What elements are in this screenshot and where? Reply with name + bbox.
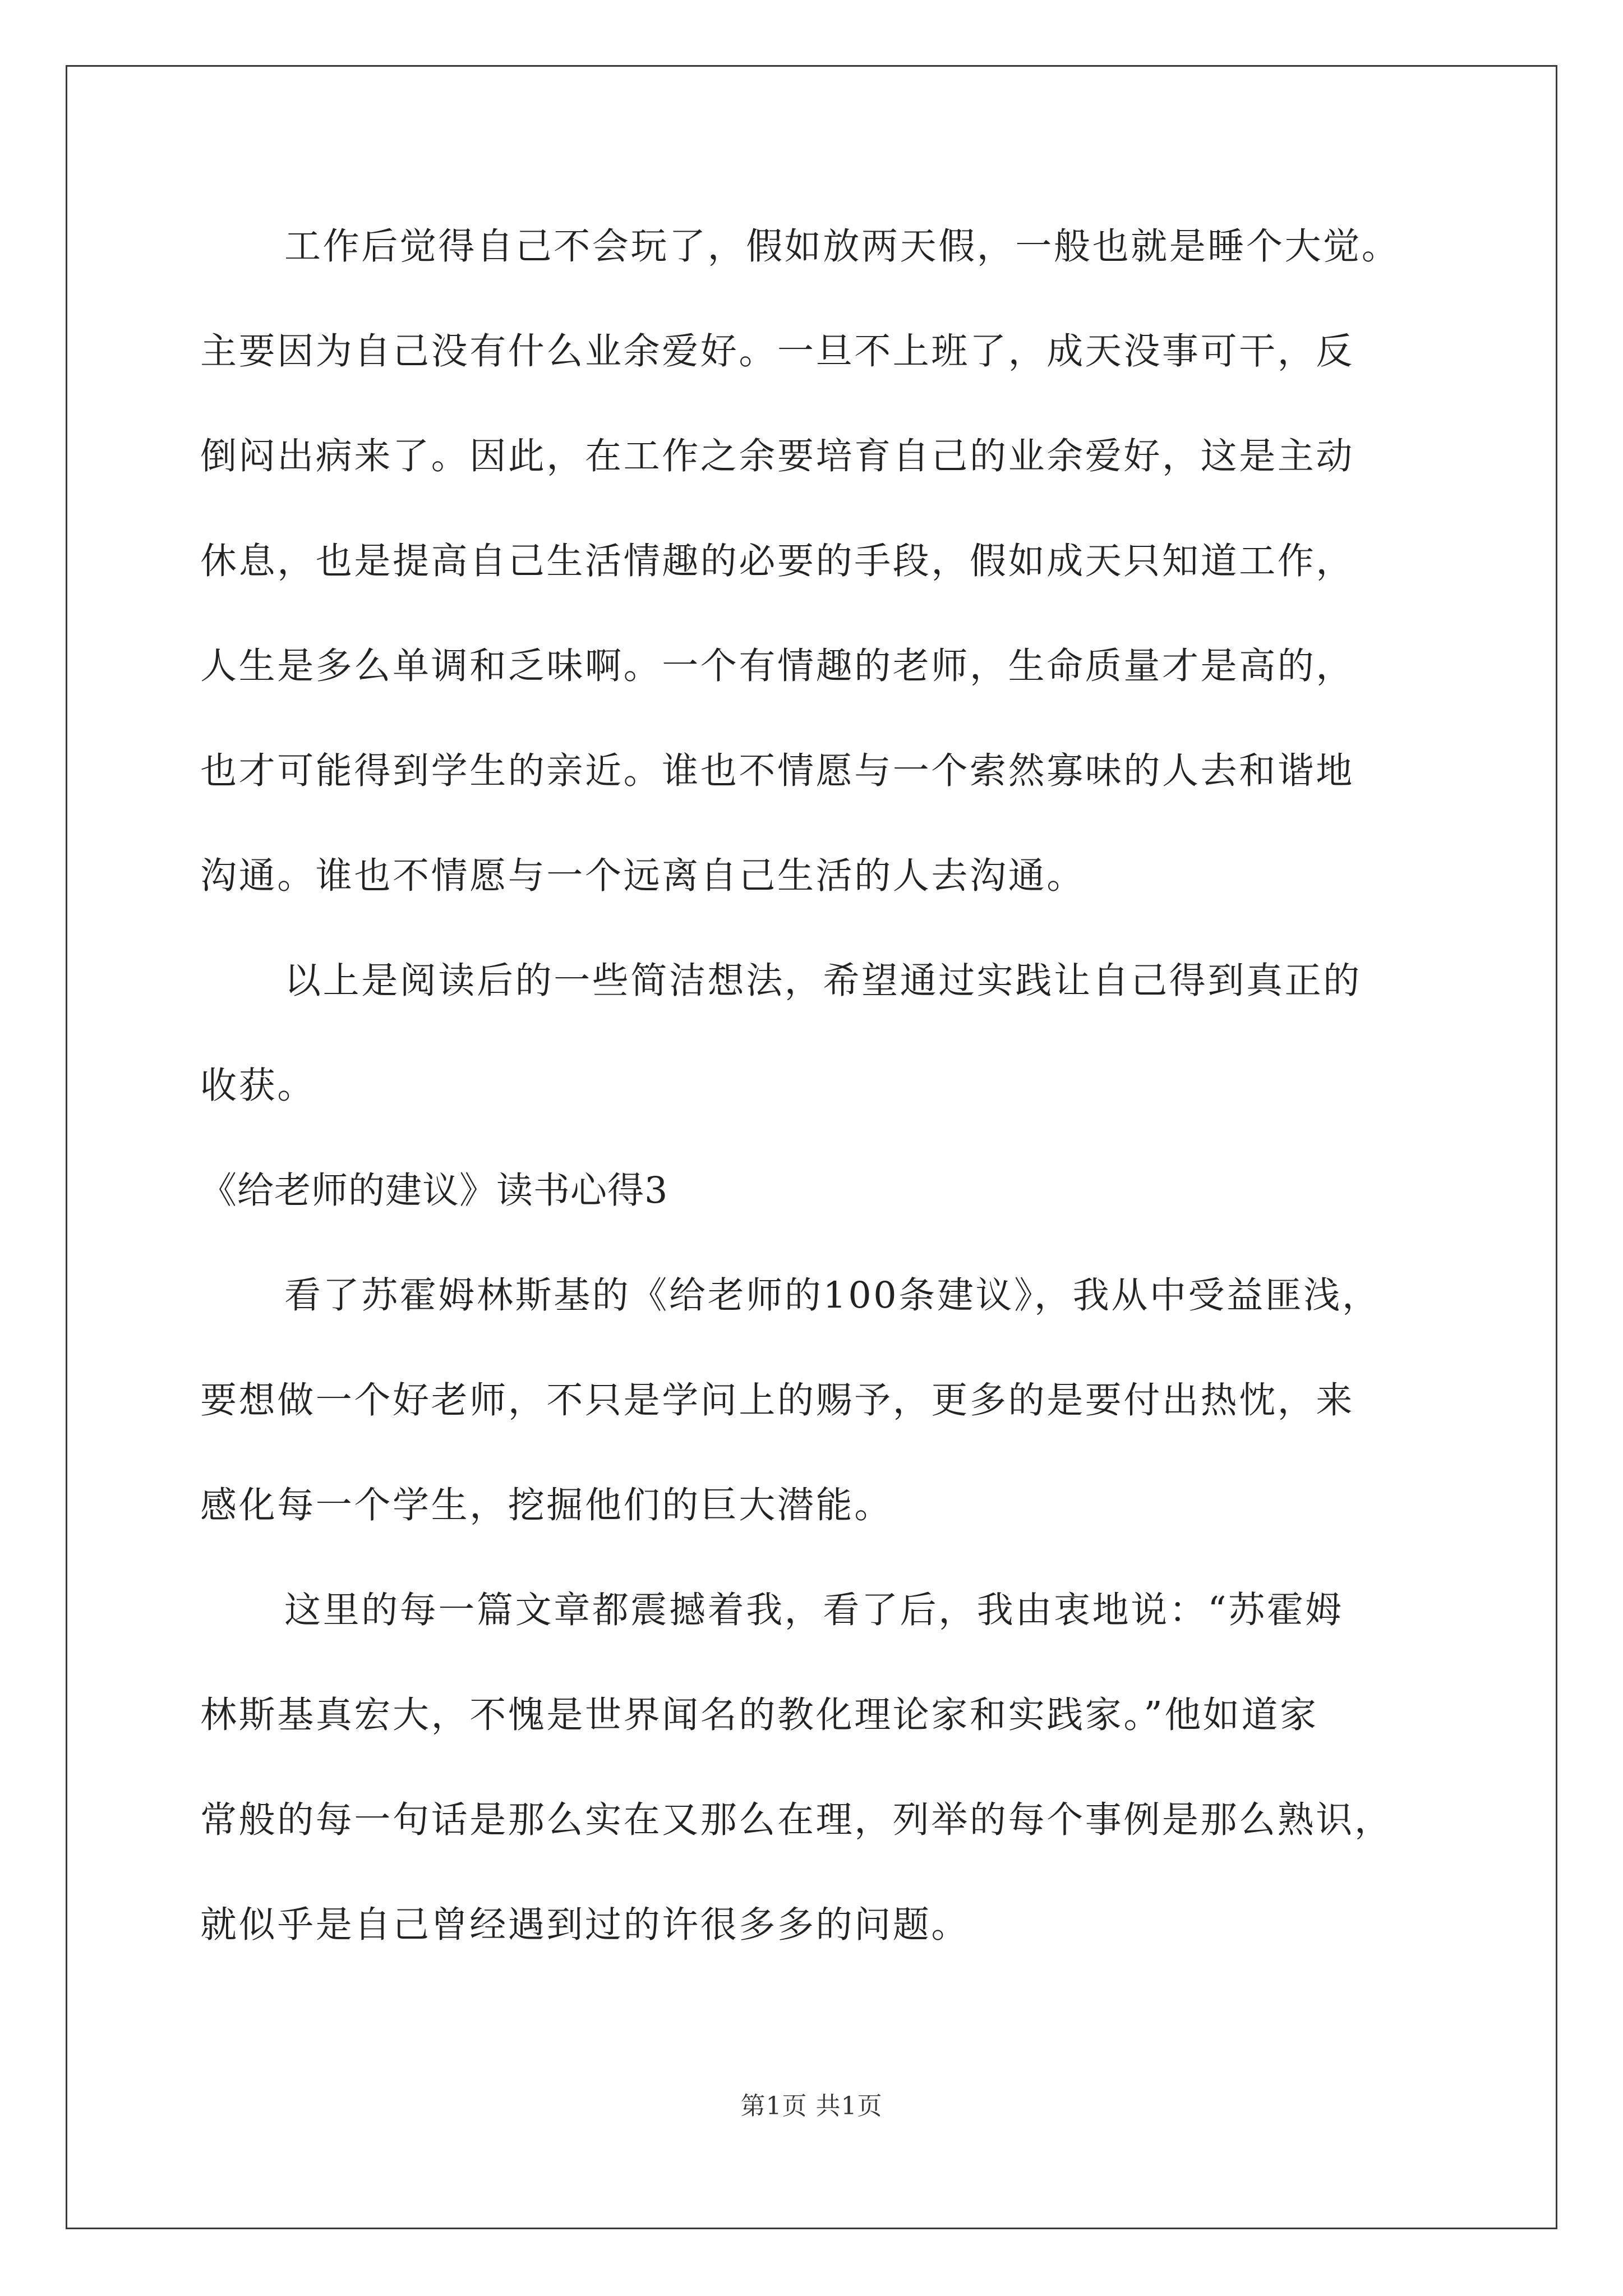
paragraph-line: 休息，也是提高自己生活情趣的必要的手段，假如成天只知道工作， [200, 540, 1355, 582]
paragraph-line: 倒闷出病来了。因此，在工作之余要培育自己的业余爱好，这是主动 [200, 435, 1355, 477]
page-number-footer: 第1页 共1页 [740, 2092, 883, 2120]
paragraph-line: 这里的每一篇文章都震撼着我，看了后，我由衷地说：“苏霍姆 [284, 1589, 1344, 1631]
paragraph-line: 要想做一个好老师，不只是学问上的赐予，更多的是要付出热忱，来 [200, 1379, 1355, 1421]
document-body [200, 213, 1423, 1996]
paragraph-line: 就似乎是自己曾经遇到过的许很多多的问题。 [200, 1904, 970, 1946]
paragraph-line: 收获。 [200, 1065, 316, 1107]
paragraph-line: 看了苏霍姆林斯基的《给老师的100条建议》，我从中受益匪浅， [284, 1274, 1381, 1317]
paragraph-line: 常般的每一句话是那么实在又那么在理，列举的每个事例是那么熟识， [200, 1799, 1393, 1841]
paragraph-line: 以上是阅读后的一些简洁想法，希望通过实践让自己得到真正的 [284, 960, 1362, 1002]
paragraph-line: 工作后觉得自己不会玩了，假如放两天假，一般也就是睡个大觉。 [284, 226, 1400, 268]
section-title: 《给老师的建议》读书心得3 [200, 1170, 668, 1212]
paragraph-line: 沟通。谁也不情愿与一个远离自己生活的人去沟通。 [200, 855, 1085, 897]
paragraph-line: 林斯基真宏大，不愧是世界闻名的教化理论家和实践家。”他如道家 [200, 1694, 1318, 1736]
paragraph-line: 感化每一个学生，挖掘他们的巨大潜能。 [200, 1484, 893, 1526]
paragraph-line: 人生是多么单调和乏味啊。一个有情趣的老师，生命质量才是高的， [200, 645, 1355, 687]
paragraph-line: 主要因为自己没有什么业余爱好。一旦不上班了，成天没事可干，反 [200, 330, 1355, 372]
paragraph-line: 也才可能得到学生的亲近。谁也不情愿与一个索然寡味的人去和谐地 [200, 750, 1355, 792]
